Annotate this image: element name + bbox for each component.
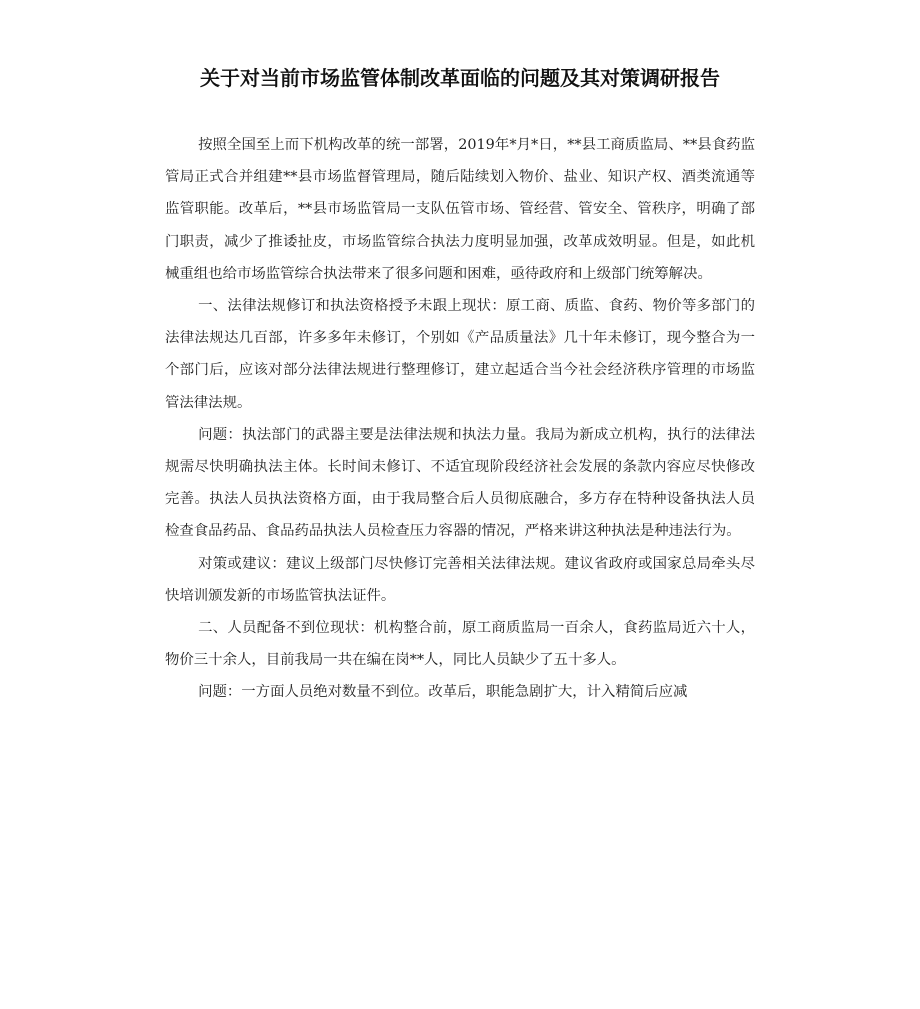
document-body <box>165 129 755 709</box>
paragraph-section-2-problem: 问题：一方面人员绝对数量不到位。改革后，职能急剧扩大，计入精简后应减 <box>198 684 688 701</box>
document-title: 关于对当前市场监管体制改革面临的问题及其对策调研报告 <box>200 66 720 90</box>
paragraph-section-1-problem: 问题：执法部门的武器主要是法律法规和执法力量。我局为新成立机构，执行的法律法规需尽快明确执法主体。长时间未修订、不适宜现阶段经济社会发展的条款内容应尽快修改完善。执法人员执法资格方面，由于我局整合后人员彻底融合，多方存在特种设备执法人员检查食品药品、食品药品执法人员检查压力容器的情况，严格来讲这种执法是种违法行为。 <box>165 426 755 540</box>
paragraph-section-1-status: 一、法律法规修订和执法资格授予未跟上现状：原工商、质监、食药、物价等多部门的法律法规达几百部，许多多年未修订，个别如《产品质量法》几十年未修订，现今整合为一个部门后，应该对部分法律法规进行整理修订，建立起适合当今社会经济秩序管理的市场监管法律法规。 <box>165 298 755 411</box>
paragraph-intro: 按照全国至上而下机构改革的统一部署，2019年*月*日，**县工商质监局、**县食药监管局正式合并组建**县市场监督管理局，随后陆续划入物价、盐业、知识产权、酒类流通等监管职能。改革后，**县市场监管局一支队伍管市场、管经营、管安全、管秩序，明确了部门职责，减少了推诿扯皮，市场监管综合执法力度明显加强，改革成效明显。但是，如此机械重组也给市场监管综合执法带来了很多问题和困难，亟待政府和上级部门统筹解决。 <box>165 137 755 282</box>
paragraph-section-1-suggestion: 对策或建议：建议上级部门尽快修订完善相关法律法规。建议省政府或国家总局牵头尽快培训颁发新的市场监管执法证件。 <box>165 555 755 604</box>
paragraph-section-2-status: 二、人员配备不到位现状：机构整合前，原工商质监局一百余人，食药监局近六十人，物价三十余人，目前我局一共在编在岗**人，同比人员缺少了五十多人。 <box>165 620 755 669</box>
